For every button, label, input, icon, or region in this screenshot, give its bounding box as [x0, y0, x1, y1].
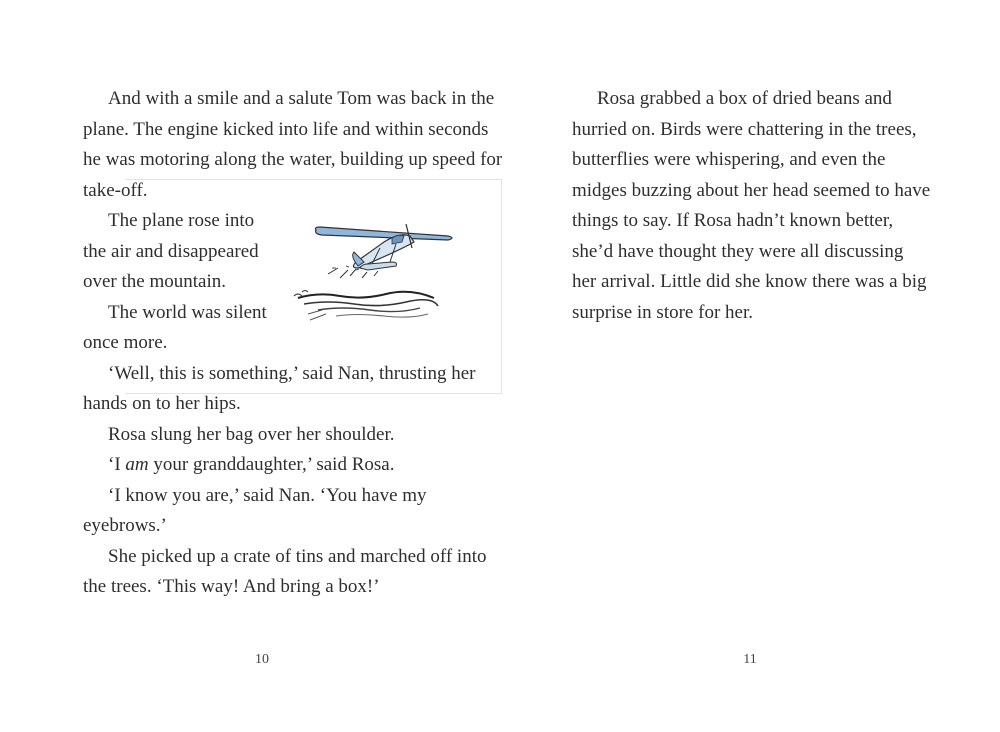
left-page [83, 84, 503, 603]
paragraph: She picked up a crate of tins and marched off into the trees. ‘This way! And bring a box!’ [83, 545, 487, 597]
paragraph: The plane rose into the air and disappeared over the mountain. [83, 210, 259, 292]
page-number-left: 10 [255, 652, 269, 667]
right-page [572, 84, 932, 328]
paragraph: ‘I know you are,’ said Nan. ‘You have my eyebrows.’ [83, 484, 427, 536]
paragraph-with-emphasis [83, 450, 503, 481]
paragraph: ‘Well, this is something,’ said Nan, thrusting her hands on to her hips. [83, 362, 476, 414]
text-run: your granddaughter,’ said Rosa. [148, 454, 395, 475]
text-run: ‘I [108, 454, 126, 475]
paragraph: Rosa slung her bag over her shoulder. [108, 423, 395, 445]
paragraph: The world was silent once more. [83, 301, 267, 353]
left-page-text [83, 84, 503, 603]
paragraph: Rosa grabbed a box of dried beans and hurried on. Birds were chattering in the trees, butterflies were whispering, and even the midges buzzing about her head seemed to have things to say. If Rosa hadn’t known better, she’d have thought they were all discussing her arrival. Little did she know there was a big surprise in store for her. [572, 88, 931, 323]
paragraph: And with a smile and a salute Tom was back in the plane. The engine kicked into life and within seconds he was motoring along the water, building up speed for take-off. [83, 88, 503, 201]
emphasis: am [125, 454, 149, 475]
page-number-right: 11 [743, 652, 757, 667]
right-page-text [572, 84, 932, 328]
